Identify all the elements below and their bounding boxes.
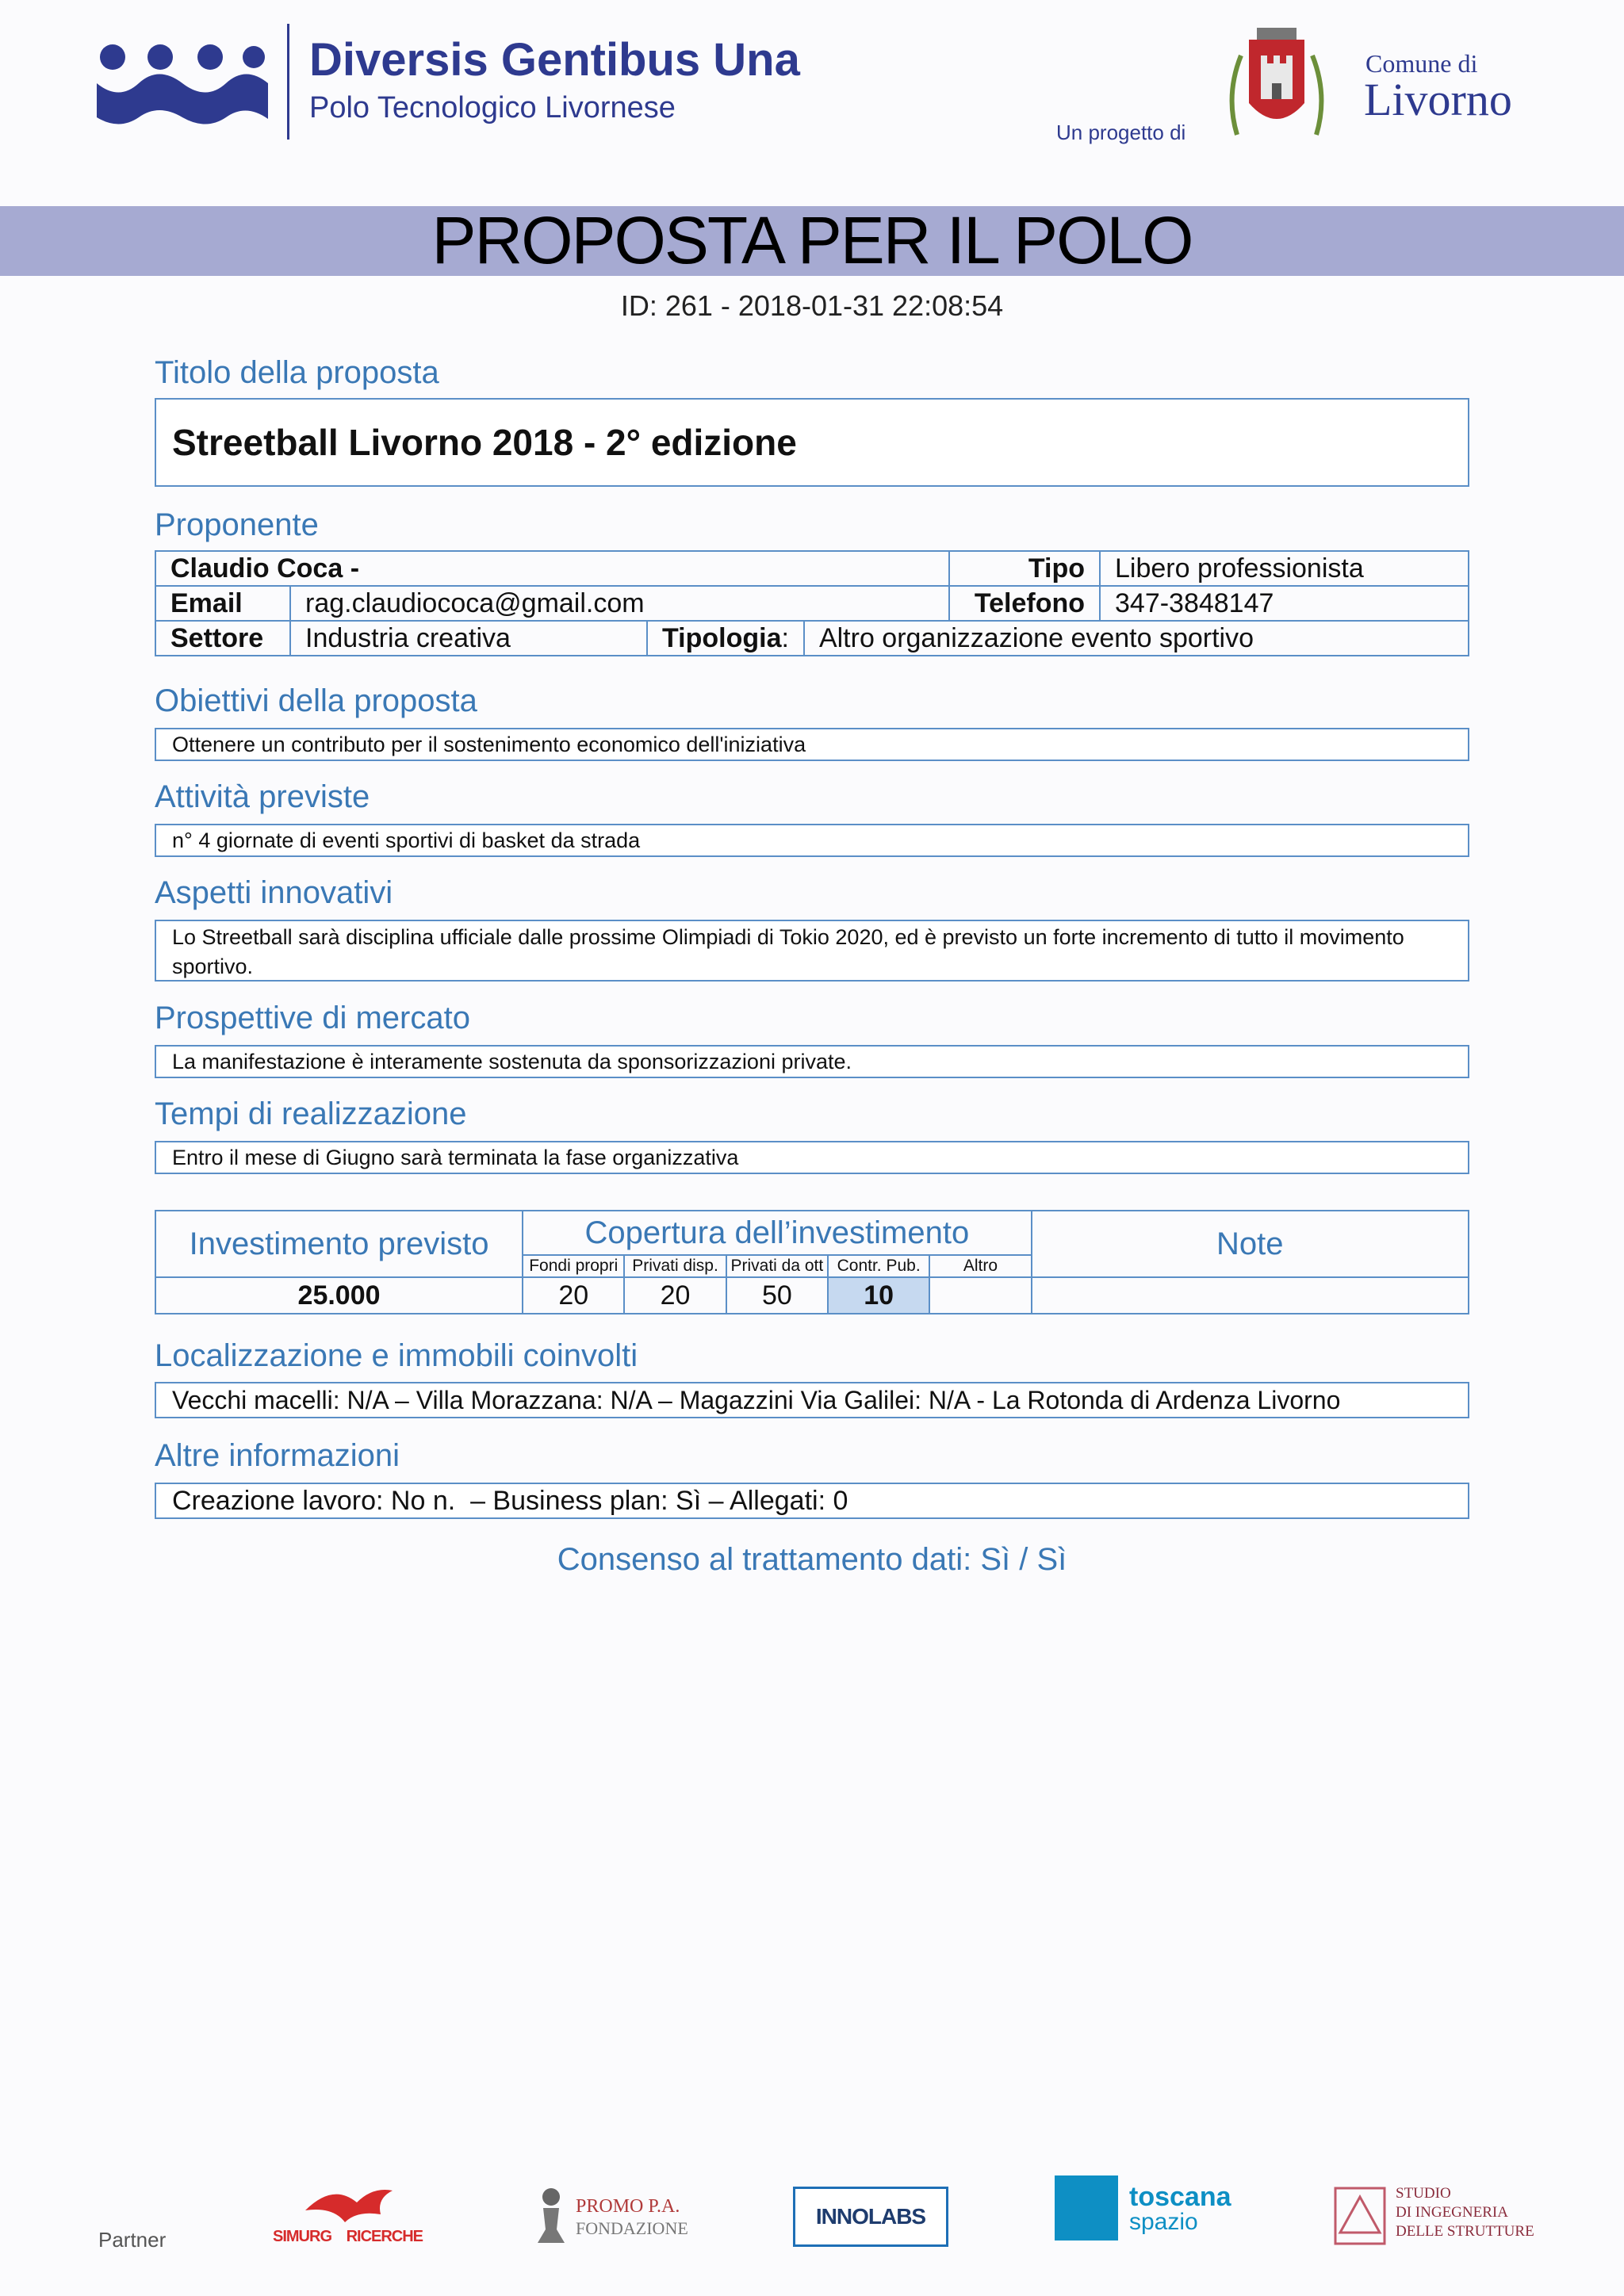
chess-pawn-icon [531, 2186, 571, 2249]
partner-studio-line1: STUDIO [1396, 2185, 1451, 2202]
col-privati-da-ott: Privati da ott [726, 1255, 828, 1277]
val-fondi-propri: 20 [523, 1277, 624, 1314]
settore-value: Industria creativa [290, 621, 647, 656]
tempi-box [155, 1141, 1469, 1174]
partner-innolabs-text: INNOLABS [815, 2204, 926, 2229]
col-privati-disp: Privati disp. [624, 1255, 726, 1277]
proponente-name: Claudio Coca - [155, 551, 949, 586]
proposal-id: ID: 261 - 2018-01-31 22:08:54 [620, 289, 1004, 322]
toscanaspazio-square-icon [1055, 2175, 1118, 2241]
partner-toscanaspazio-line2: spazio [1129, 2209, 1198, 2235]
obiettivi-value: Ottenere un contributo per il sostenimento economico dell'iniziativa [172, 732, 806, 756]
titolo-value: Streetball Livorno 2018 - 2° edizione [172, 422, 797, 463]
page-title: PROPOSTA PER IL POLO [431, 203, 1193, 277]
proponente-table [155, 550, 1469, 656]
simurg-bird-icon [301, 2179, 396, 2226]
col-altro: Altro [929, 1255, 1031, 1277]
attivita-value: n° 4 giornate di eventi sportivi di basket da strada [172, 828, 641, 852]
tipologia-colon: : [781, 622, 789, 653]
note-value [1032, 1277, 1469, 1314]
note-label: Note [1032, 1211, 1469, 1277]
prospettive-box [155, 1045, 1469, 1078]
partner-promopa-line1: PROMO P.A. [576, 2196, 680, 2217]
attivita-box [155, 824, 1469, 857]
aspetti-section-label: Aspetti innovativi [155, 875, 393, 910]
tempi-value: Entro il mese di Giugno sarà terminata la fase organizzativa [172, 1145, 739, 1169]
partner-toscanaspazio-line1: toscana [1129, 2182, 1231, 2212]
aspetti-value: Lo Streetball sarà disciplina ufficiale dalle prossime Olimpiadi di Tokio 2020, ed è previsto un forte incremento di tutto il movimento sportivo. [172, 925, 1404, 978]
partner-label: Partner [98, 2228, 167, 2252]
tipologia-value: Altro organizzazione evento sportivo [804, 621, 1469, 656]
val-privati-da-ott: 50 [726, 1277, 828, 1314]
partner-promopa-line2: FONDAZIONE [576, 2218, 688, 2238]
obiettivi-section-label: Obiettivi della proposta [155, 683, 477, 718]
attivita-section-label: Attività previste [155, 779, 370, 814]
comune-line1: Comune di [1365, 49, 1478, 78]
project-of-label: Un progetto di [1056, 121, 1186, 144]
aspetti-box [155, 920, 1469, 982]
tipo-label: Tipo [949, 551, 1100, 586]
investimento-grid [155, 1210, 1469, 1314]
investimento-table [155, 1210, 1469, 1314]
prospettive-value: La manifestazione è interamente sostenuta da sponsorizzazioni private. [172, 1049, 852, 1073]
brand-divider [287, 24, 289, 140]
col-fondi-propri: Fondi propri [523, 1255, 624, 1277]
titolo-box [155, 398, 1469, 487]
val-contr-pub: 10 [828, 1277, 929, 1314]
col-contr-pub: Contr. Pub. [828, 1255, 929, 1277]
brand-subtitle: Polo Tecnologico Livornese [309, 91, 676, 124]
comune-line2: Livorno [1364, 74, 1512, 125]
proponente-section-label: Proponente [155, 507, 319, 542]
altre-value: Creazione lavoro: No n. – Business plan: Sì – Allegati: 0 [172, 1485, 848, 1516]
telefono-value: 347-3848147 [1100, 586, 1469, 621]
partner-innolabs-logo [793, 2187, 948, 2247]
localizzazione-section-label: Localizzazione e immobili coinvolti [155, 1338, 638, 1373]
titolo-section-label: Titolo della proposta [155, 355, 439, 390]
tipo-value: Libero professionista [1100, 551, 1469, 586]
localizzazione-value: Vecchi macelli: N/A – Villa Morazzana: N/A – Magazzini Via Galilei: N/A - La Rotonda di Ardenza Livorno [172, 1385, 1341, 1414]
altre-box [155, 1483, 1469, 1519]
investimento-value: 25.000 [155, 1277, 523, 1314]
telefono-label: Telefono [949, 586, 1100, 621]
partner-studio-line3: DELLE STRUTTURE [1396, 2223, 1534, 2240]
settore-label: Settore [155, 621, 290, 656]
altre-section-label: Altre informazioni [155, 1438, 400, 1473]
partner-simurg-line1: SIMURG [273, 2228, 331, 2245]
partner-simurg-line2: RICERCHE [346, 2228, 423, 2245]
tempi-section-label: Tempi di realizzazione [155, 1096, 467, 1131]
val-altro [929, 1277, 1031, 1314]
tipologia-label-cell [647, 621, 804, 656]
studio-ingegneria-emblem-icon [1332, 2185, 1388, 2247]
livorno-coat-of-arms-icon [1221, 24, 1332, 151]
partner-studio-line2: DI INGEGNERIA [1396, 2204, 1508, 2221]
tipologia-label: Tipologia [662, 622, 782, 653]
partner-simurg-logo [270, 2179, 428, 2258]
consenso-line: Consenso al trattamento dati: Sì / Sì [557, 1542, 1067, 1577]
email-value: rag.claudiococa@gmail.com [290, 586, 949, 621]
val-privati-disp: 20 [624, 1277, 726, 1314]
partner-toscanaspazio-logo [1055, 2175, 1245, 2247]
partner-studio-ingegneria-logo [1332, 2185, 1538, 2252]
investimento-label: Investimento previsto [155, 1211, 523, 1277]
obiettivi-box [155, 728, 1469, 761]
prospettive-section-label: Prospettive di mercato [155, 1001, 470, 1035]
partner-promopa-logo [531, 2182, 698, 2253]
localizzazione-box [155, 1382, 1469, 1418]
email-label: Email [155, 586, 290, 621]
copertura-label: Copertura dell’investimento [523, 1211, 1031, 1255]
brand-title: Diversis Gentibus Una [309, 34, 800, 86]
diversis-gentibus-logo-icon [95, 40, 270, 127]
proponente-grid [155, 550, 1469, 656]
